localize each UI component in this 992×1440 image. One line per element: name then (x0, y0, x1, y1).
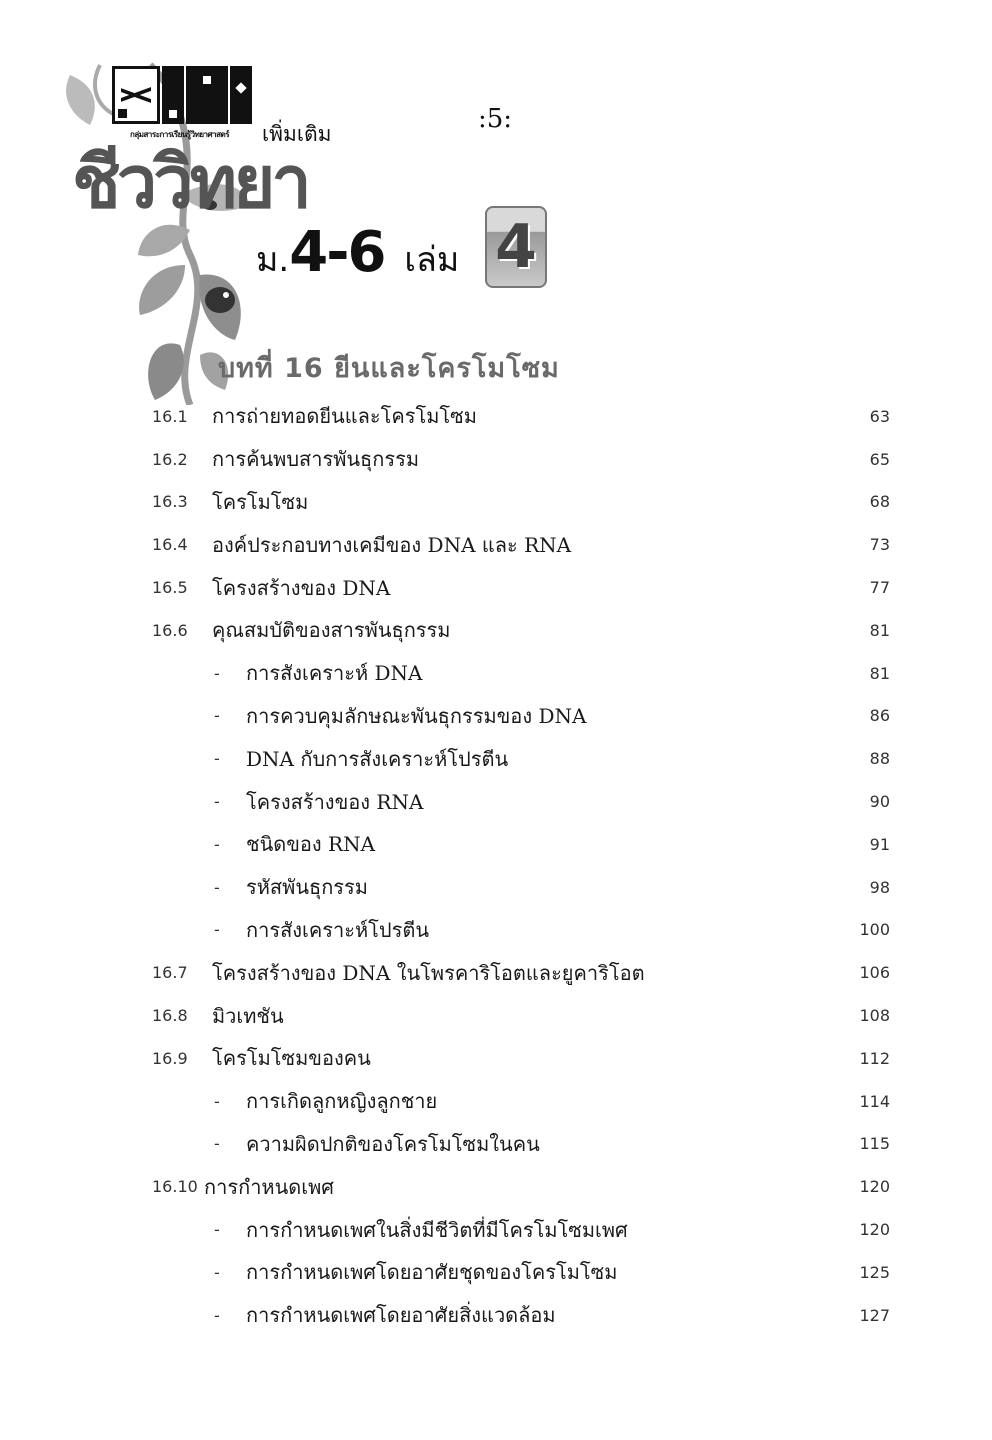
addon-label: เพิ่มเติม (262, 122, 332, 146)
toc-bullet: - (214, 1262, 220, 1282)
toc-title: รหัสพันธุกรรม (246, 875, 368, 900)
toc-bullet: - (214, 1091, 220, 1111)
toc-page-number: 88 (869, 749, 890, 769)
toc-section-number: 16.7 (152, 963, 188, 983)
toc-entry[interactable] (152, 523, 890, 566)
toc-section-number: 16.10 (152, 1177, 198, 1197)
toc-section-number: 16.8 (152, 1006, 188, 1026)
toc-entry[interactable] (152, 566, 890, 609)
toc-page-number: 86 (869, 706, 890, 726)
toc-title: ความผิดปกติของโครโมโซมในคน (246, 1131, 540, 1156)
grade-prefix: ม. (256, 240, 290, 280)
toc-title: การสังเคราะห์ DNA (246, 661, 423, 686)
toc-section-number: 16.2 (152, 449, 188, 469)
toc-entry[interactable] (152, 481, 890, 524)
logo-subtitle: กลุ่มสาระการเรียนรู้วิทยาศาสตร์ (130, 130, 229, 139)
logo-letter-i (162, 66, 184, 124)
toc-section-number: 16.9 (152, 1048, 188, 1068)
toc-title: การควบคุมลักษณะพันธุกรรมของ DNA (246, 703, 587, 728)
toc-title: การสังเคราะห์โปรตีน (246, 917, 430, 942)
toc-title: โครงสร้างของ DNA (212, 575, 391, 600)
toc-entry[interactable] (152, 438, 890, 481)
toc-title: การกำหนดเพศโดยอาศัยชุดของโครโมโซม (246, 1260, 618, 1285)
toc-title: การค้นพบสารพันธุกรรม (212, 447, 420, 472)
toc-page-number: 120 (859, 1177, 890, 1197)
toc-entry[interactable] (152, 951, 890, 994)
toc-page-number: 73 (869, 535, 890, 555)
toc-bullet: - (214, 920, 220, 940)
toc-title: องค์ประกอบทางเคมีของ DNA และ RNA (212, 532, 572, 557)
toc-page-number: 114 (859, 1091, 890, 1111)
toc-section-number: 16.4 (152, 535, 188, 555)
toc-title: DNA กับการสังเคราะห์โปรตีน (246, 746, 509, 771)
toc-bullet: - (214, 877, 220, 897)
toc-entry[interactable] (152, 780, 890, 823)
toc-page-number: 77 (869, 578, 890, 598)
toc-title: โครโมโซมของคน (212, 1046, 371, 1071)
toc-section-number: 16.3 (152, 492, 188, 512)
toc-section-number: 16.6 (152, 620, 188, 640)
toc-section-number: 16.1 (152, 406, 188, 426)
toc-title: ชนิดของ RNA (246, 832, 376, 857)
toc-page-number: 112 (859, 1048, 890, 1068)
toc-bullet: - (214, 1220, 220, 1240)
toc-entry[interactable] (152, 994, 890, 1037)
toc-entry[interactable] (152, 695, 890, 738)
toc-page-number: 90 (869, 792, 890, 812)
toc-entry[interactable] (152, 652, 890, 695)
toc-bullet: - (214, 1134, 220, 1154)
toc-entry[interactable] (152, 823, 890, 866)
toc-entry[interactable] (152, 609, 890, 652)
toc-title: โครงสร้างของ DNA ในโพรคาริโอตและยูคาริโอต (212, 960, 645, 985)
toc-entry[interactable] (152, 1037, 890, 1080)
grade-range: 4-6 (289, 220, 385, 285)
volume-label: เล่ม (404, 240, 460, 280)
toc-page-number: 98 (869, 877, 890, 897)
toc-entry[interactable] (152, 909, 890, 952)
toc-title: โครงสร้างของ RNA (246, 789, 424, 814)
toc-page-number: 115 (859, 1134, 890, 1154)
toc-page-number: 81 (869, 620, 890, 640)
toc-entry[interactable] (152, 1294, 890, 1337)
toc-entry[interactable] (152, 1251, 890, 1294)
toc-title: มิวเทชัน (212, 1003, 284, 1028)
toc-title: การกำหนดเพศโดยอาศัยสิ่งแวดล้อม (246, 1303, 556, 1328)
toc-page-number: 127 (859, 1305, 890, 1325)
logo-letter-i (230, 66, 252, 124)
toc-entry[interactable] (152, 1208, 890, 1251)
toc-page-number: 81 (869, 663, 890, 683)
logo-letter-n (186, 66, 228, 124)
toc-title: โครโมโซม (212, 489, 309, 514)
toc-entry[interactable] (152, 1080, 890, 1123)
volume-badge: 4 (485, 206, 547, 288)
toc-title: การกำหนดเพศ (204, 1174, 334, 1199)
mini-logo (112, 66, 252, 124)
page-number: :5: (478, 104, 513, 134)
toc-bullet: - (214, 706, 220, 726)
toc-bullet: - (214, 834, 220, 854)
toc-entry[interactable] (152, 1123, 890, 1166)
toc-section-number: 16.5 (152, 578, 188, 598)
toc-title: การเกิดลูกหญิงลูกชาย (246, 1089, 438, 1114)
toc-title: การถ่ายทอดยีนและโครโมโซม (212, 404, 477, 429)
table-of-contents (152, 395, 890, 1337)
toc-bullet: - (214, 1305, 220, 1325)
toc-page-number: 91 (869, 834, 890, 854)
toc-page-number: 65 (869, 449, 890, 469)
toc-title: คุณสมบัติของสารพันธุกรรม (212, 618, 451, 643)
toc-bullet: - (214, 749, 220, 769)
toc-entry[interactable] (152, 866, 890, 909)
toc-page-number: 63 (869, 406, 890, 426)
toc-entry[interactable] (152, 737, 890, 780)
toc-bullet: - (214, 792, 220, 812)
toc-entry[interactable] (152, 1165, 890, 1208)
toc-page-number: 106 (859, 963, 890, 983)
subject-title: ชีววิทยา (72, 140, 308, 224)
toc-page-number: 108 (859, 1006, 890, 1026)
toc-entry[interactable] (152, 395, 890, 438)
toc-page-number: 100 (859, 920, 890, 940)
toc-page-number: 120 (859, 1220, 890, 1240)
grade-label (256, 220, 459, 286)
logo-letter-m (112, 66, 160, 124)
toc-title: การกำหนดเพศในสิ่งมีชีวิตที่มีโครโมโซมเพศ (246, 1217, 628, 1242)
chapter-title: บทที่ 16 ยีนและโครโมโซม (218, 353, 560, 384)
toc-page-number: 68 (869, 492, 890, 512)
toc-bullet: - (214, 663, 220, 683)
toc-page-number: 125 (859, 1262, 890, 1282)
